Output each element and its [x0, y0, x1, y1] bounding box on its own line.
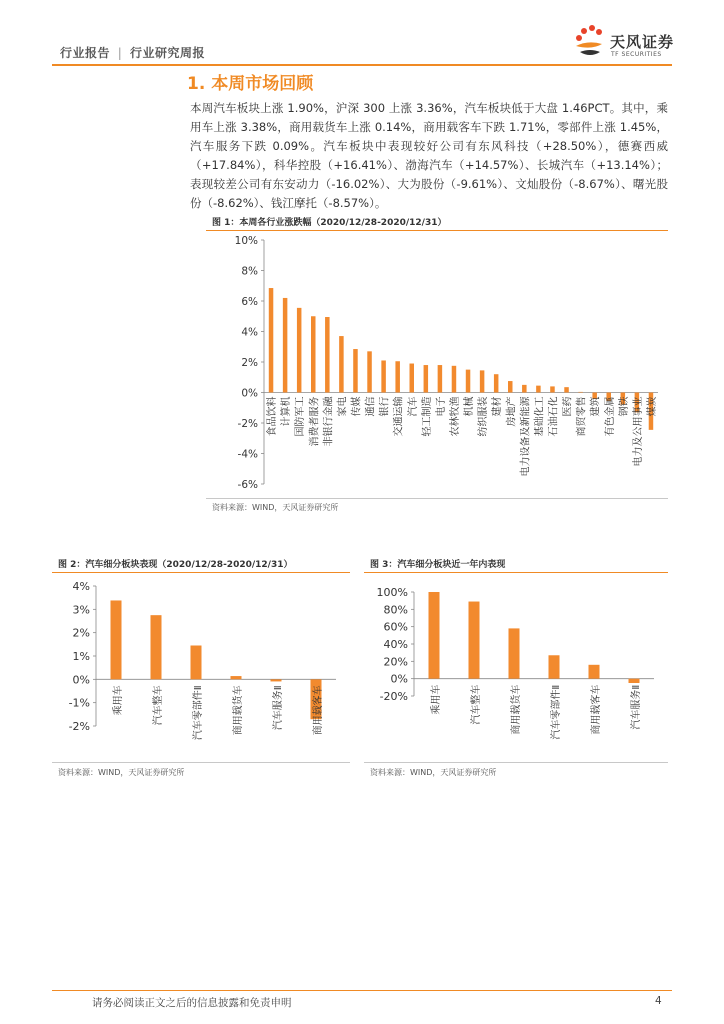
fig1-category-label: 有色金属 [604, 396, 616, 437]
fig1-bar [508, 381, 513, 392]
fig1-category-label: 建筑 [590, 396, 602, 417]
fig1-category-label: 交通运输 [393, 396, 405, 437]
fig1-category-label: 医药 [562, 396, 574, 417]
fig1-category-label: 国防军工 [295, 396, 307, 437]
fig1-bar [522, 385, 527, 393]
fig1-bar [550, 386, 555, 392]
fig2-bar [191, 646, 202, 680]
summary-text: 本周汽车板块上涨 1.90%，沪深 300 上涨 3.36%，汽车板块低于大盘 1.46PCT。其中，乘用车上涨 3.38%，商用载货车上涨 0.14%，商用载客车下跌 1.71%，零部件上涨 1.45%，汽车服务下跌 0.09%。汽车板块中表现较好公司有东风科技（+28.50%），德赛西威（+17.84%），科华控股（+16.41%）、渤海汽车（+14.57%）、长城汽车（+13.14%）；表现较差公司有东安动力（-16.02%）、大为股份（-9.61%）、文灿股份（-8.67%）、曙光股份（-8.62%）、钱江摩托（-8.57%）。 [190, 101, 668, 210]
fig3-source: 资料来源：WIND，天风证券研究所 [370, 768, 497, 777]
report-category [60, 44, 205, 61]
fig1-category-label: 电力设备及新能源 [520, 396, 532, 477]
fig1-category-label: 通信 [365, 396, 377, 417]
fig1-category-label: 纺织服装 [478, 396, 490, 437]
fig1-category-label: 电力及公用事业 [632, 396, 644, 467]
fig1-divider [206, 230, 668, 231]
fig1-bar [339, 336, 344, 392]
fig1-category-label: 汽车 [407, 396, 419, 417]
fig2-category-label: 汽车零部件Ⅱ [193, 685, 204, 741]
footer-divider [52, 990, 672, 991]
footer-disclaimer: 请务必阅读正文之后的信息披露和免责申明 [92, 997, 292, 1009]
fig3-bar [589, 665, 600, 679]
fig1-category-label: 轻工制造 [421, 396, 433, 437]
fig1-y-tick-label: 4% [241, 326, 258, 339]
fig2-category-label: 商用载货车 [233, 685, 244, 736]
fig3-chart [364, 574, 668, 760]
fig3-y-tick-label: 100% [376, 586, 408, 599]
fig3-y-tick-label: 60% [383, 620, 408, 634]
fig3-bar [509, 628, 520, 678]
fig1-bar [452, 366, 457, 393]
fig1-bar [283, 298, 288, 393]
fig2-category-label: 汽车服务Ⅱ [273, 685, 284, 731]
fig1-source: 资料来源：WIND，天风证券研究所 [212, 503, 339, 512]
fig1-chart [206, 232, 668, 496]
fig2-category-label: 汽车整车 [153, 685, 164, 726]
header-divider [52, 64, 672, 66]
fig1-category-label: 农林牧渔 [449, 396, 461, 437]
fig1-y-tick-label: 0% [241, 387, 258, 400]
fig3-bar [629, 679, 640, 683]
fig3-source-divider [364, 762, 668, 763]
fig3-category-label: 汽车零部件Ⅱ [551, 684, 562, 740]
fig1-bar [466, 370, 471, 393]
fig1-y-tick-label: 10% [234, 235, 258, 247]
fig1-category-label: 机械 [464, 396, 476, 417]
fig1-y-tick-label: 8% [241, 265, 258, 278]
fig3-category-label: 商用载货车 [511, 684, 522, 735]
fig1-category-label: 消费者服务 [309, 396, 321, 447]
fig1-category-label: 煤炭 [646, 396, 658, 417]
fig1-category-label: 钢铁 [618, 396, 630, 417]
header-separator: | [117, 46, 123, 60]
page-number: 4 [655, 995, 662, 1007]
fig2-y-tick-label: -2% [68, 720, 90, 733]
fig1-source-divider [206, 498, 668, 499]
fig1-bar [381, 360, 386, 392]
fig1-bar [353, 349, 358, 392]
fig1-category-label: 基础化工 [534, 396, 546, 437]
fig1-bar [367, 351, 372, 392]
fig1-category-label: 非银行金融 [323, 396, 335, 447]
fig3-title: 图 3：汽车细分板块近一年内表现 [370, 560, 506, 570]
fig3-y-tick-label: -20% [379, 690, 408, 703]
fig1-y-tick-label: -6% [237, 479, 258, 491]
fig1-y-tick-label: 2% [241, 357, 258, 369]
fig3-y-tick-label: 40% [383, 638, 408, 651]
fig2-source-divider [52, 762, 350, 763]
fig2-y-tick-label: -1% [68, 696, 90, 710]
fig3-category-label: 汽车整车 [471, 684, 482, 725]
fig1-category-label: 家电 [337, 396, 349, 417]
fig1-category-label: 房地产 [506, 396, 518, 427]
fig1-category-label: 传媒 [351, 396, 363, 417]
tf-logo-icon [570, 22, 610, 62]
fig1-bar [410, 364, 415, 393]
fig1-y-tick-label: -4% [237, 448, 258, 461]
fig2-bar [111, 600, 122, 679]
fig1-bar [494, 374, 499, 392]
fig3-y-tick-label: 80% [383, 603, 408, 617]
fig2-y-tick-label: 1% [72, 650, 90, 663]
fig3-bar [549, 655, 560, 678]
fig2-divider [52, 572, 350, 573]
fig1-bar [536, 386, 541, 393]
header-category: 行业报告 [60, 46, 111, 60]
fig2-y-tick-label: 0% [72, 673, 90, 687]
fig1-category-label: 银行 [379, 396, 391, 417]
fig2-source: 资料来源：WIND，天风证券研究所 [58, 768, 185, 777]
summary-paragraph [190, 99, 668, 213]
fig2-bar [151, 615, 162, 679]
header-subcategory: 行业研究周报 [129, 46, 205, 60]
fig2-category-label: 商用载客车 [313, 685, 324, 736]
fig1-bar [564, 387, 569, 392]
fig1-bar [424, 365, 429, 392]
fig1-category-label: 电子 [435, 396, 447, 417]
fig2-title: 图 2：汽车细分板块表现（2020/12/28-2020/12/31） [58, 560, 293, 570]
fig1-y-tick-label: 6% [241, 296, 258, 308]
fig1-bar [297, 308, 302, 393]
fig2-y-tick-label: 4% [72, 580, 90, 593]
fig3-y-tick-label: 0% [390, 672, 408, 686]
fig3-divider [364, 572, 668, 573]
fig1-category-label: 商贸零售 [576, 396, 588, 437]
fig2-bar [231, 676, 242, 679]
logo-cn: 天风证券 [610, 33, 675, 51]
fig2-y-tick-label: 3% [72, 603, 90, 617]
fig1-title: 图 1：本周各行业涨跌幅（2020/12/28-2020/12/31） [212, 218, 447, 228]
fig1-bar [311, 316, 316, 392]
fig3-y-tick-label: 20% [383, 655, 408, 669]
fig1-category-label: 计算机 [281, 396, 293, 427]
fig1-category-label: 食品饮料 [267, 396, 279, 437]
fig3-category-label: 汽车服务Ⅱ [631, 684, 642, 730]
logo-en: TF SECURITIES [611, 51, 662, 58]
fig2-y-tick-label: 2% [72, 626, 90, 640]
fig2-chart [52, 574, 350, 760]
fig1-y-tick-label: -2% [237, 418, 258, 430]
fig1-bar [578, 392, 583, 393]
fig1-bar [480, 370, 485, 392]
fig1-category-label: 建材 [492, 396, 504, 417]
fig1-bar [438, 365, 443, 392]
fig1-bar [325, 317, 330, 392]
section-title: 1. 本周市场回顾 [187, 74, 314, 94]
fig3-bar [469, 602, 480, 679]
fig1-category-label: 石油石化 [548, 396, 560, 437]
fig2-bar [271, 679, 282, 681]
fig3-category-label: 乘用车 [431, 684, 442, 715]
fig2-category-label: 乘用车 [113, 685, 124, 716]
fig3-bar [429, 592, 440, 679]
fig1-bar [269, 288, 274, 392]
fig1-bar [395, 361, 400, 392]
fig3-category-label: 商用载客车 [591, 684, 602, 735]
